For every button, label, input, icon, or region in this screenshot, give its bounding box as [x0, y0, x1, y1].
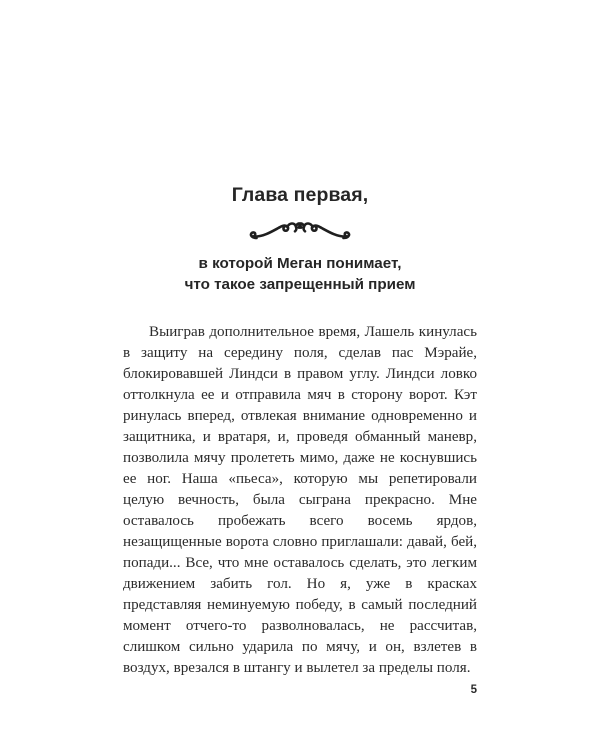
chapter-title: Глава первая, [231, 184, 369, 206]
decorative-flourish-divider-icon [248, 219, 352, 245]
body-text-block [123, 322, 477, 679]
chapter-subtitle [0, 254, 600, 295]
page-number: 5 [470, 684, 477, 696]
chapter-heading-block [0, 182, 600, 295]
body-paragraph: Выиграв дополнительное время, Лашель кинулась в защиту на середину поля, сделав пас Мэрайе, блокировавшей Линдси в правом углу. Линдси ловко оттолкнула ее и отправила мяч в сторону ворот. Кэт ринулась вперед, отвлекая внимание одновременно и защитника, и вратаря, и, проведя обманный маневр, позволила мячу пролететь мимо, даже не коснувшись ее ног. Наша «пьеса», которую мы репетировали целую вечность, была сыграна прекрасно. Мне оставалось пробежать всего восемь ярдов, незащищенные ворота словно приглашали: давай, бей, попади... Все, что мне оставалось сделать, это легким движением забить гол. Но я, уже в красках представляя неминуемую победу, в самый последний момент отчего-то разволновалась, не рассчитав, слишком сильно ударила по мячу, и он, взлетев в воздух, врезался в штангу и вылетел за пределы поля. [123, 324, 477, 676]
chapter-subtitle-line-1: в которой Меган понимает, [198, 255, 402, 272]
chapter-subtitle-line-2: что такое запрещенный прием [184, 275, 416, 293]
